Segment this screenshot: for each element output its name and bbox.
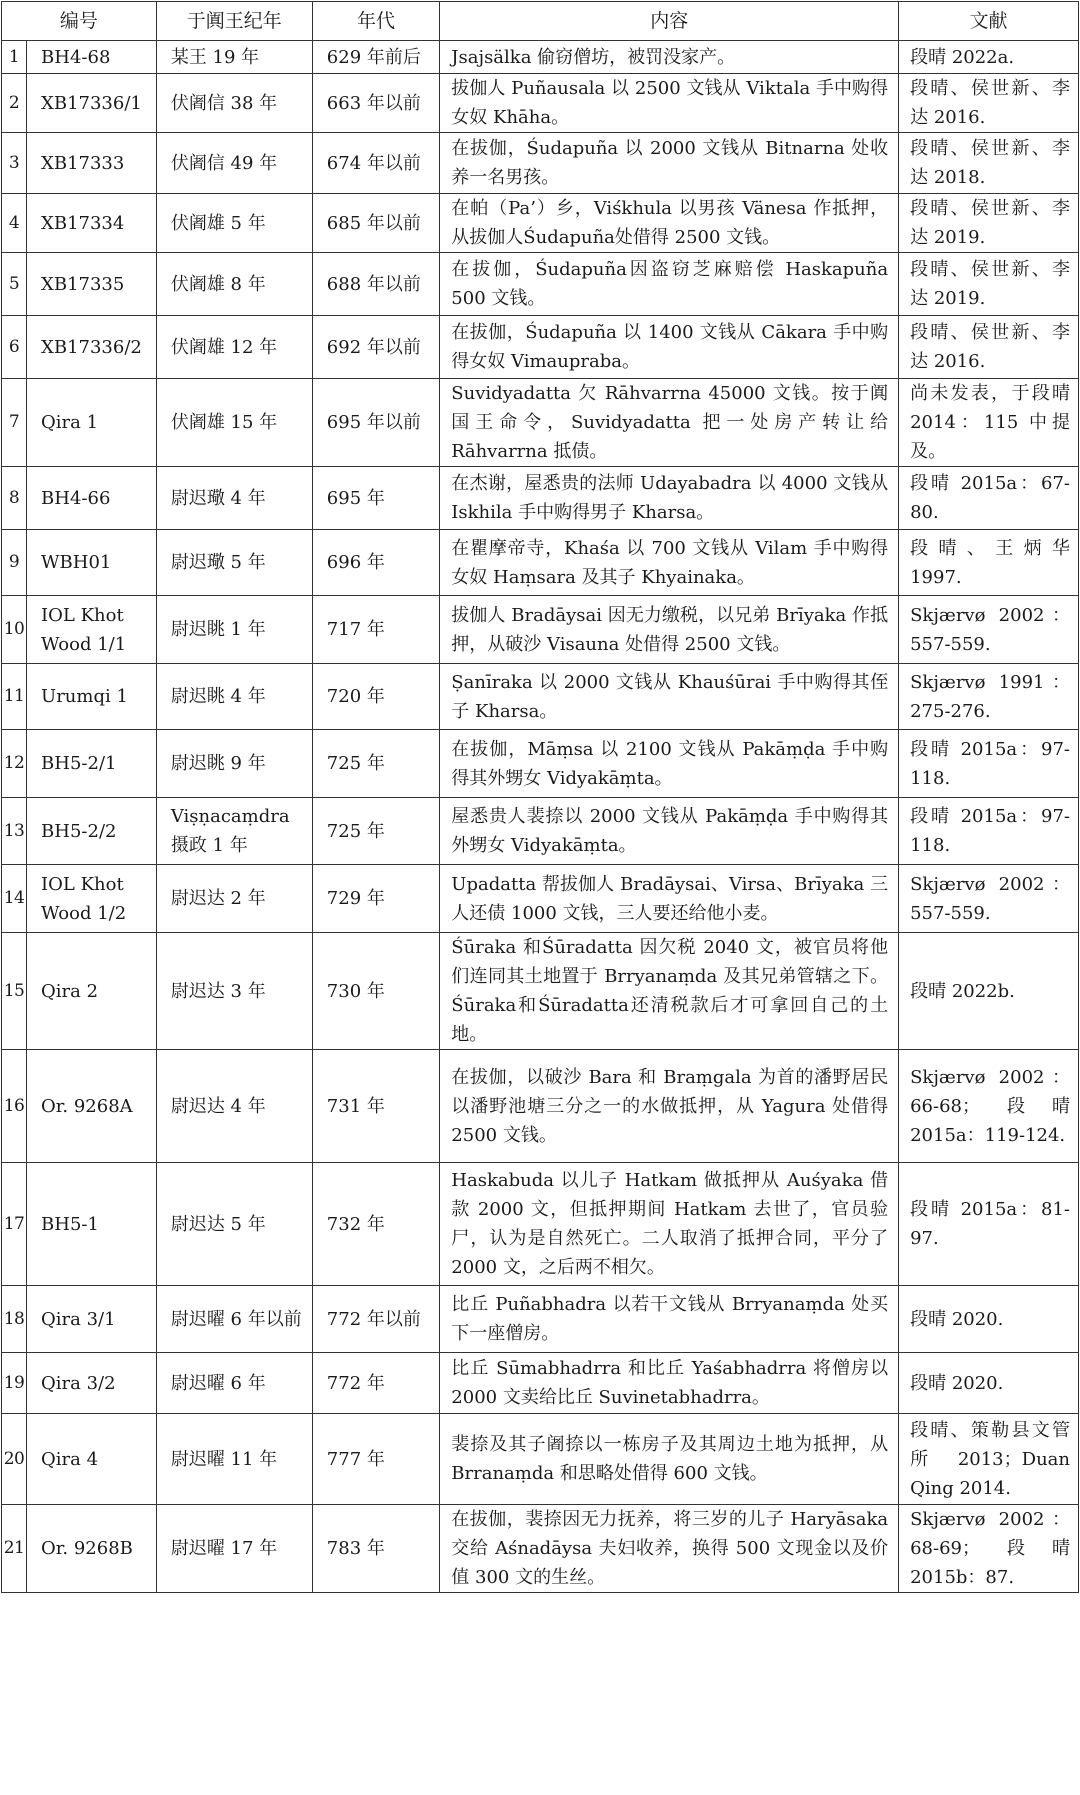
document-id: BH4-66 xyxy=(27,467,157,530)
row-number: 12 xyxy=(2,730,27,798)
reign-year: 伏阇信 49 年 xyxy=(156,133,312,194)
row-number: 11 xyxy=(2,664,27,730)
row-number: 18 xyxy=(2,1286,27,1353)
row-number: 5 xyxy=(2,253,27,316)
row-number: 17 xyxy=(2,1163,27,1286)
reign-year: 伏阇信 38 年 xyxy=(156,74,312,133)
date-cell: 725 年 xyxy=(312,798,440,865)
document-id: XB17333 xyxy=(27,133,157,194)
document-id: Qira 1 xyxy=(27,379,157,467)
content-cell: 拔伽人 Bradāysai 因无力缴税，以兄弟 Brīyaka 作抵押，从破沙 Visauna 处借得 2500 文钱。 xyxy=(440,596,899,664)
date-cell: 732 年 xyxy=(312,1163,440,1286)
content-cell: 裴捺及其子阇捺以一栋房子及其周边土地为抵押，从 Brranaṃda 和思略处借得 600 文钱。 xyxy=(440,1414,899,1505)
reference-cell: 段晴 2020. xyxy=(899,1353,1079,1414)
table-row xyxy=(2,1414,1079,1505)
table-row xyxy=(2,194,1079,253)
document-id: Qira 3/2 xyxy=(27,1353,157,1414)
reference-cell: Skjærvø 2002：66-68；段晴 2015a：119-124. xyxy=(899,1050,1079,1163)
reference-cell: 尚未发表，于段晴 2014：115 中提及。 xyxy=(899,379,1079,467)
reign-year: 尉迟璥 4 年 xyxy=(156,467,312,530)
table-row xyxy=(2,1050,1079,1163)
content-cell: 在杰谢，屋悉贵的法师 Udayabadra 以 4000 文钱从 Iskhila 手中购得男子 Kharsa。 xyxy=(440,467,899,530)
content-cell: 在拔伽，Śudapuña 以 1400 文钱从 Cākara 手中购得女奴 Vimaupraba。 xyxy=(440,316,899,379)
date-cell: 695 年以前 xyxy=(312,379,440,467)
date-cell: 663 年以前 xyxy=(312,74,440,133)
reference-cell: Skjærvø 2002：557-559. xyxy=(899,596,1079,664)
document-id: BH5-2/1 xyxy=(27,730,157,798)
row-number: 15 xyxy=(2,933,27,1050)
reference-cell: 段晴、侯世新、李达 2016. xyxy=(899,316,1079,379)
document-id: Or. 9268A xyxy=(27,1050,157,1163)
document-id: Or. 9268B xyxy=(27,1505,157,1593)
content-cell: Śūraka 和Śūradatta 因欠税 2040 文，被官员将他们连同其土地置于 Brryanaṃda 及其兄弟管辖之下。Śūraka和Śūradatta还清税款后才可拿回自己的土地。 xyxy=(440,933,899,1050)
reference-cell: 段晴 2015a：67-80. xyxy=(899,467,1079,530)
document-id: BH5-1 xyxy=(27,1163,157,1286)
table-row xyxy=(2,933,1079,1050)
row-number: 6 xyxy=(2,316,27,379)
reference-cell: 段晴 2015a：81-97. xyxy=(899,1163,1079,1286)
document-id: WBH01 xyxy=(27,530,157,596)
header-id: 编号 xyxy=(2,2,157,41)
content-cell: Upadatta 帮拔伽人 Bradāysai、Virsa、Brīyaka 三人还债 1000 文钱，三人要还给他小麦。 xyxy=(440,865,899,933)
row-number: 7 xyxy=(2,379,27,467)
date-cell: 692 年以前 xyxy=(312,316,440,379)
reference-cell: 段晴、王炳华 1997. xyxy=(899,530,1079,596)
date-cell: 674 年以前 xyxy=(312,133,440,194)
header-date: 年代 xyxy=(312,2,440,41)
reign-year: 尉迟达 5 年 xyxy=(156,1163,312,1286)
row-number: 2 xyxy=(2,74,27,133)
date-cell: 731 年 xyxy=(312,1050,440,1163)
date-cell: 783 年 xyxy=(312,1505,440,1593)
reign-year: 伏阇雄 12 年 xyxy=(156,316,312,379)
header-content: 内容 xyxy=(440,2,899,41)
table-row xyxy=(2,316,1079,379)
date-cell: 777 年 xyxy=(312,1414,440,1505)
date-cell: 695 年 xyxy=(312,467,440,530)
table-row xyxy=(2,379,1079,467)
reference-cell: 段晴 2015a：97-118. xyxy=(899,798,1079,865)
reign-year: 尉迟达 4 年 xyxy=(156,1050,312,1163)
row-number: 20 xyxy=(2,1414,27,1505)
table-row xyxy=(2,41,1079,74)
reference-cell: Skjærvø 2002：557-559. xyxy=(899,865,1079,933)
reference-cell: 段晴、侯世新、李达 2019. xyxy=(899,194,1079,253)
row-number: 21 xyxy=(2,1505,27,1593)
document-id: Urumqi 1 xyxy=(27,664,157,730)
date-cell: 688 年以前 xyxy=(312,253,440,316)
row-number: 1 xyxy=(2,41,27,74)
reference-cell: 段晴、侯世新、李达 2018. xyxy=(899,133,1079,194)
document-id: BH5-2/2 xyxy=(27,798,157,865)
date-cell: 772 年 xyxy=(312,1353,440,1414)
date-cell: 725 年 xyxy=(312,730,440,798)
table-row xyxy=(2,730,1079,798)
date-cell: 772 年以前 xyxy=(312,1286,440,1353)
reference-cell: Skjærvø 1991：275-276. xyxy=(899,664,1079,730)
reign-year: Viṣṇacaṃdra 摄政 1 年 xyxy=(156,798,312,865)
content-cell: 在帕（Pa’）乡，Viśkhula 以男孩 Vänesa 作抵押，从拔伽人Śudapuña处借得 2500 文钱。 xyxy=(440,194,899,253)
content-cell: Jsajsälka 偷窃僧坊，被罚没家产。 xyxy=(440,41,899,74)
content-cell: 在拔伽，Śudapuña因盗窃芝麻赔偿 Haskapuña 500 文钱。 xyxy=(440,253,899,316)
content-cell: 在拔伽，Śudapuña 以 2000 文钱从 Bitnarna 处收养一名男孩。 xyxy=(440,133,899,194)
reign-year: 尉迟眺 9 年 xyxy=(156,730,312,798)
content-cell: 在瞿摩帝寺，Khaśa 以 700 文钱从 Vilam 手中购得女奴 Haṃsara 及其子 Khyainaka。 xyxy=(440,530,899,596)
reference-cell: 段晴、策勒县文管所 2013；Duan Qing 2014. xyxy=(899,1414,1079,1505)
date-cell: 717 年 xyxy=(312,596,440,664)
document-id: Qira 4 xyxy=(27,1414,157,1505)
row-number: 8 xyxy=(2,467,27,530)
content-cell: 比丘 Sūmabhadrra 和比丘 Yaśabhadrra 将僧房以 2000 文卖给比丘 Suvinetabhadrra。 xyxy=(440,1353,899,1414)
table-row xyxy=(2,133,1079,194)
row-number: 3 xyxy=(2,133,27,194)
row-number: 10 xyxy=(2,596,27,664)
reign-year: 尉迟曜 6 年 xyxy=(156,1353,312,1414)
table-row xyxy=(2,865,1079,933)
document-id: IOL Khot Wood 1/2 xyxy=(27,865,157,933)
reign-year: 尉迟曜 17 年 xyxy=(156,1505,312,1593)
reign-year: 尉迟曜 11 年 xyxy=(156,1414,312,1505)
reign-year: 伏阇雄 8 年 xyxy=(156,253,312,316)
header-reign: 于阗王纪年 xyxy=(156,2,312,41)
reference-cell: 段晴 2020. xyxy=(899,1286,1079,1353)
row-number: 9 xyxy=(2,530,27,596)
reign-year: 尉迟达 3 年 xyxy=(156,933,312,1050)
table-row xyxy=(2,798,1079,865)
table-row xyxy=(2,530,1079,596)
table-row xyxy=(2,467,1079,530)
reign-year: 伏阇雄 5 年 xyxy=(156,194,312,253)
reign-year: 伏阇雄 15 年 xyxy=(156,379,312,467)
date-cell: 696 年 xyxy=(312,530,440,596)
content-cell: Haskabuda 以儿子 Hatkam 做抵押从 Auśyaka 借款 2000 文，但抵押期间 Hatkam 去世了，官员验尸，认为是自然死亡。二人取消了抵押合同，平分了 2000 文，之后两不相欠。 xyxy=(440,1163,899,1286)
table-row xyxy=(2,74,1079,133)
content-cell: 在拔伽，以破沙 Bara 和 Braṃgala 为首的潘野居民以潘野池塘三分之一的水做抵押，从 Yagura 处借得 2500 文钱。 xyxy=(440,1050,899,1163)
table-row xyxy=(2,1353,1079,1414)
reference-cell: Skjærvø 2002：68-69；段晴 2015b：87. xyxy=(899,1505,1079,1593)
table-row xyxy=(2,1286,1079,1353)
table-header-row xyxy=(2,2,1079,41)
content-cell: 屋悉贵人裴捺以 2000 文钱从 Pakāṃḍa 手中购得其外甥女 Vidyakāṃta。 xyxy=(440,798,899,865)
content-cell: 在拔伽，Māṃsa 以 2100 文钱从 Pakāṃḍa 手中购得其外甥女 Vidyakāṃta。 xyxy=(440,730,899,798)
table-row xyxy=(2,596,1079,664)
content-cell: 拔伽人 Puñausala 以 2500 文钱从 Viktala 手中购得女奴 Khāha。 xyxy=(440,74,899,133)
table-row xyxy=(2,1163,1079,1286)
reign-year: 尉迟璥 5 年 xyxy=(156,530,312,596)
row-number: 16 xyxy=(2,1050,27,1163)
document-id: XB17334 xyxy=(27,194,157,253)
reign-year: 尉迟眺 1 年 xyxy=(156,596,312,664)
reign-year: 某王 19 年 xyxy=(156,41,312,74)
reference-cell: 段晴 2015a：97-118. xyxy=(899,730,1079,798)
date-cell: 720 年 xyxy=(312,664,440,730)
header-reference: 文献 xyxy=(899,2,1079,41)
reference-cell: 段晴、侯世新、李达 2016. xyxy=(899,74,1079,133)
contracts-table xyxy=(1,1,1079,1593)
document-id: XB17335 xyxy=(27,253,157,316)
document-id: IOL Khot Wood 1/1 xyxy=(27,596,157,664)
table-row xyxy=(2,664,1079,730)
reign-year: 尉迟眺 4 年 xyxy=(156,664,312,730)
document-id: Qira 2 xyxy=(27,933,157,1050)
row-number: 19 xyxy=(2,1353,27,1414)
date-cell: 729 年 xyxy=(312,865,440,933)
reign-year: 尉迟曜 6 年以前 xyxy=(156,1286,312,1353)
reference-cell: 段晴、侯世新、李达 2019. xyxy=(899,253,1079,316)
reference-cell: 段晴 2022b. xyxy=(899,933,1079,1050)
content-cell: Ṣanīraka 以 2000 文钱从 Khauśūrai 手中购得其侄子 Kharsa。 xyxy=(440,664,899,730)
row-number: 14 xyxy=(2,865,27,933)
content-cell: 在拔伽，裴捺因无力抚养，将三岁的儿子 Haryāsaka 交给 Aśnadāysa 夫妇收养，换得 500 文现金以及价值 300 文的生丝。 xyxy=(440,1505,899,1593)
reign-year: 尉迟达 2 年 xyxy=(156,865,312,933)
content-cell: Suvidyadatta 欠 Rāhvarrna 45000 文钱。按于阗国王命令，Suvidyadatta 把一处房产转让给 Rāhvarrna 抵债。 xyxy=(440,379,899,467)
date-cell: 730 年 xyxy=(312,933,440,1050)
table-row xyxy=(2,253,1079,316)
document-id: BH4-68 xyxy=(27,41,157,74)
date-cell: 629 年前后 xyxy=(312,41,440,74)
table-row xyxy=(2,1505,1079,1593)
reference-cell: 段晴 2022a. xyxy=(899,41,1079,74)
document-id: Qira 3/1 xyxy=(27,1286,157,1353)
row-number: 13 xyxy=(2,798,27,865)
date-cell: 685 年以前 xyxy=(312,194,440,253)
document-id: XB17336/1 xyxy=(27,74,157,133)
document-id: XB17336/2 xyxy=(27,316,157,379)
row-number: 4 xyxy=(2,194,27,253)
content-cell: 比丘 Puñabhadra 以若干文钱从 Brryanaṃda 处买下一座僧房。 xyxy=(440,1286,899,1353)
